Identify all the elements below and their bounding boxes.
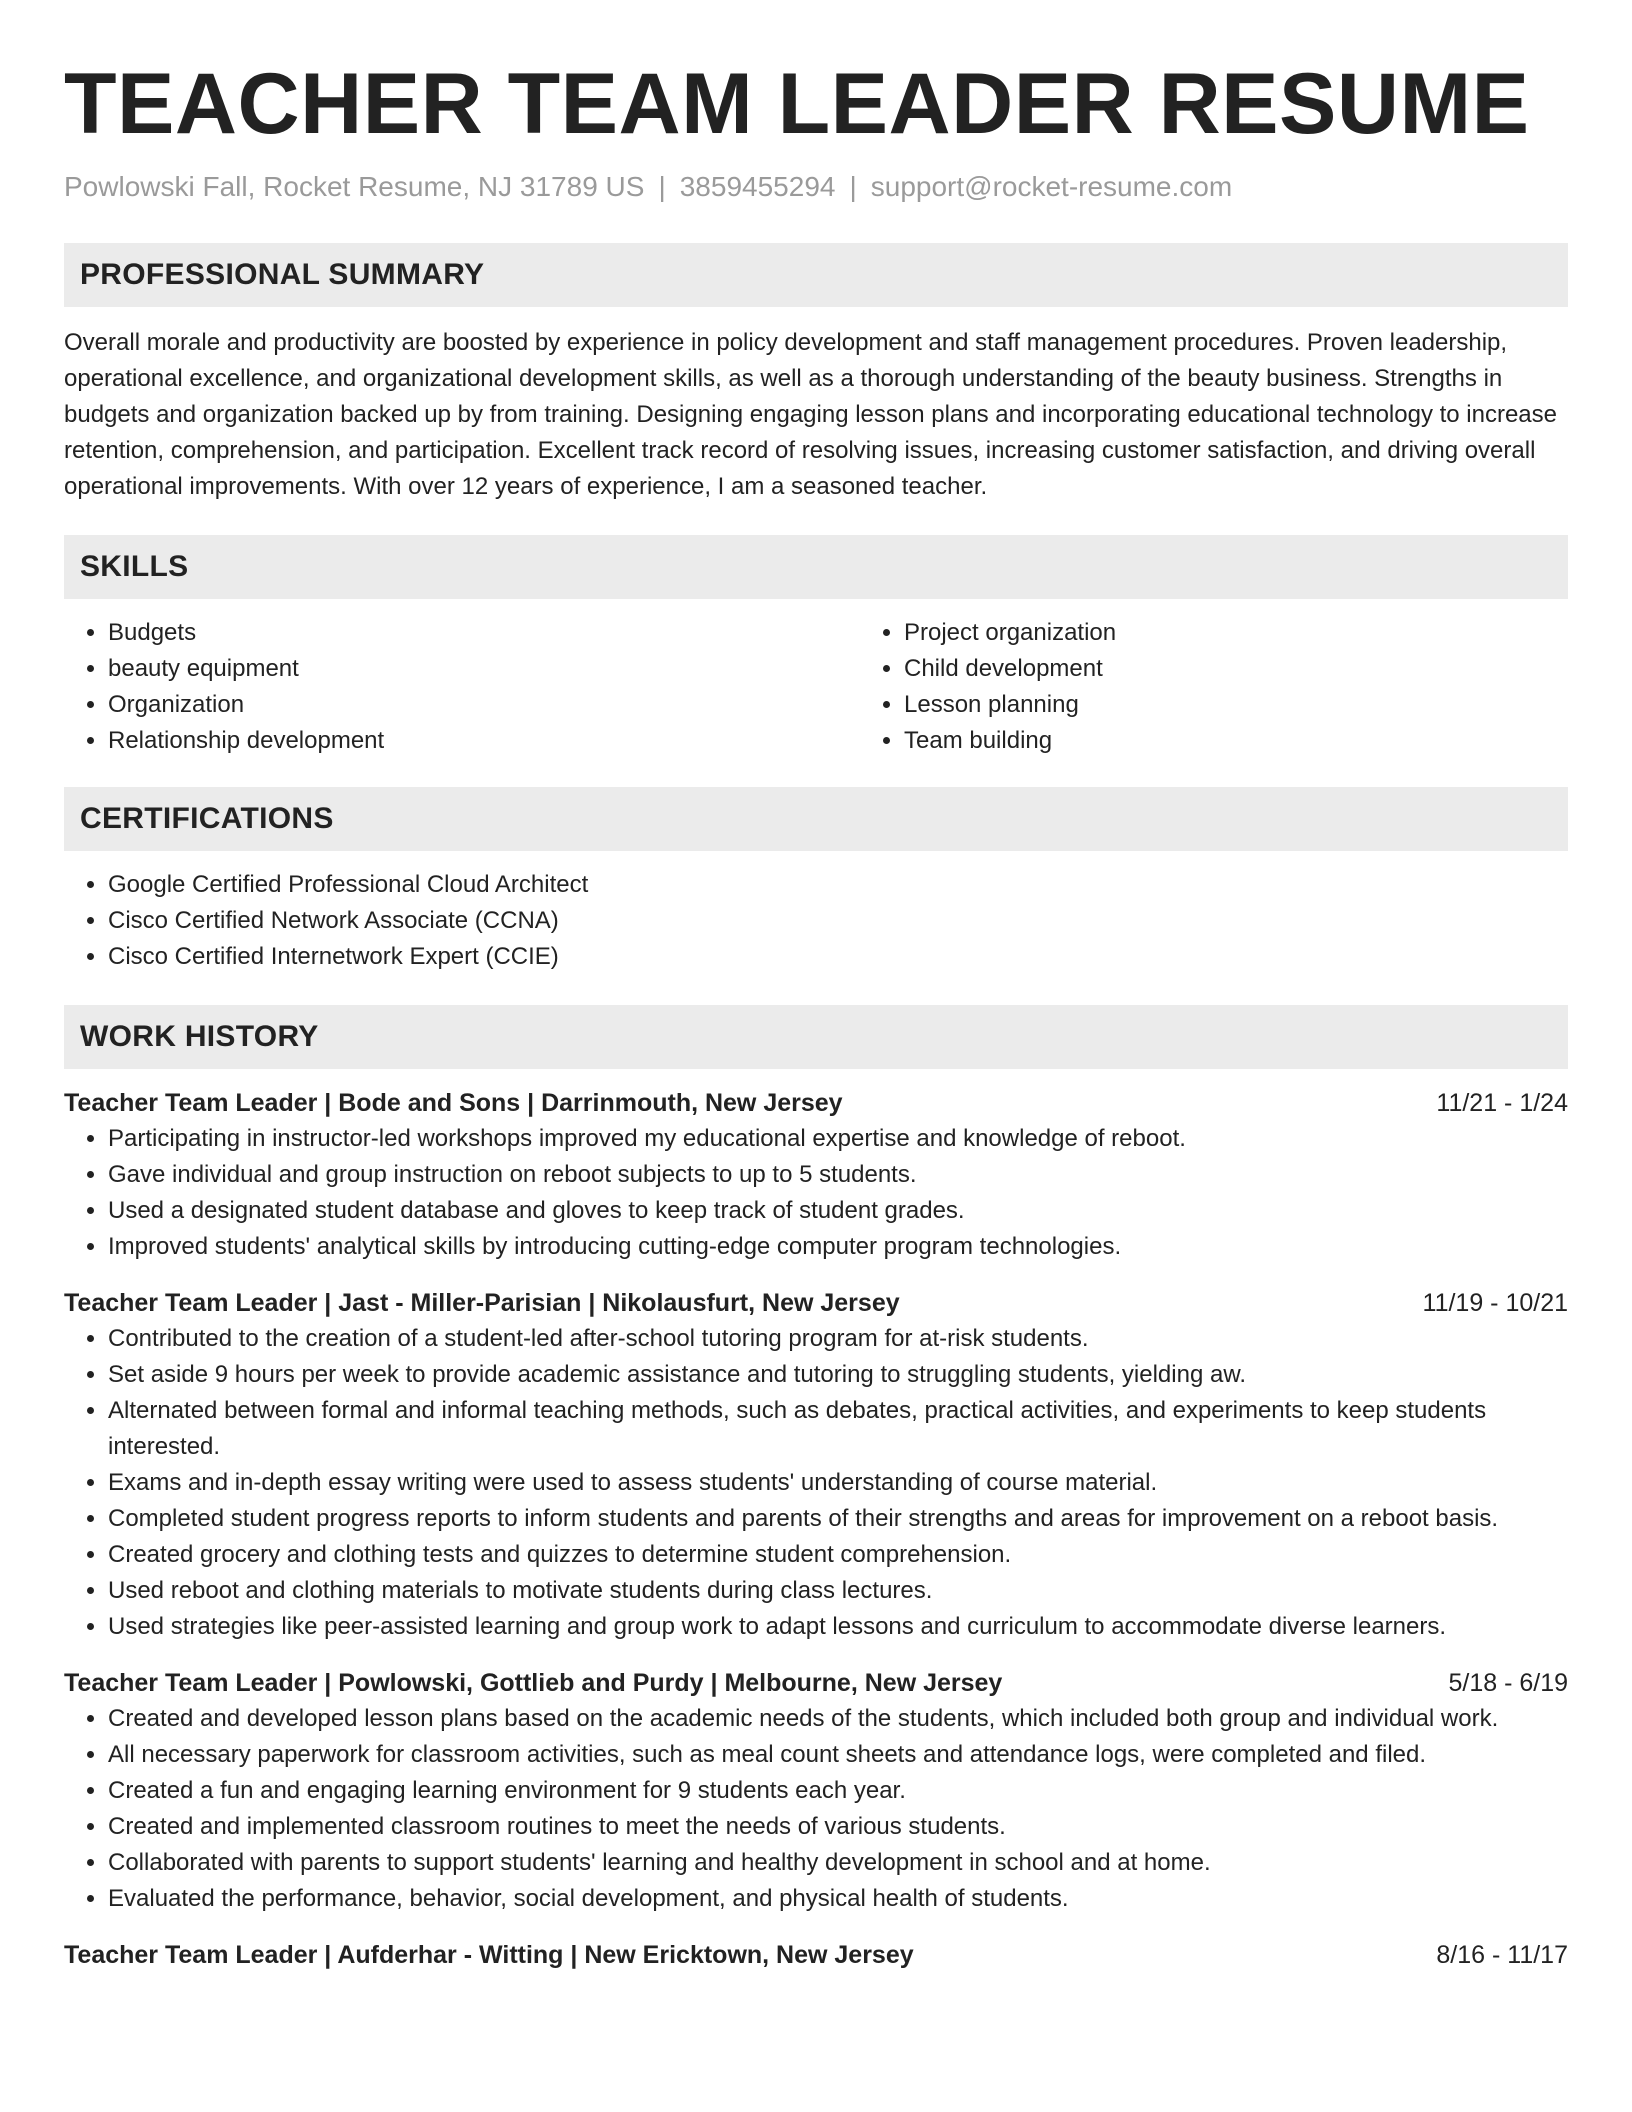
job-bullet: • Evaluated the performance, behavior, social development, and physical health of students. (108, 1881, 1568, 1917)
certification-item: • Cisco Certified Network Associate (CCNA) (108, 903, 1568, 939)
section-heading-summary: PROFESSIONAL SUMMARY (64, 243, 1568, 307)
job-entry (64, 1665, 1568, 1917)
job-bullet: • Contributed to the creation of a student-led after-school tutoring program for at-risk students. (108, 1321, 1568, 1357)
certification-item: • Cisco Certified Internetwork Expert (CCIE) (108, 939, 1568, 975)
job-bullet: • Used strategies like peer-assisted learning and group work to adapt lessons and curriculum to accommodate diverse learners. (108, 1609, 1568, 1645)
skills-list-right (860, 615, 1632, 759)
certifications-list (64, 867, 1568, 975)
job-entry (64, 1285, 1568, 1645)
certification-item: • Google Certified Professional Cloud Architect (108, 867, 1568, 903)
section-heading-certifications: CERTIFICATIONS (64, 787, 1568, 851)
job-bullet: • Created a fun and engaging learning environment for 9 students each year. (108, 1773, 1568, 1809)
contact-email[interactable]: support@rocket-resume.com (870, 171, 1233, 202)
job-bullet: • Set aside 9 hours per week to provide academic assistance and tutoring to struggling students, yielding aw. (108, 1357, 1568, 1393)
job-header (64, 1285, 1568, 1321)
job-entry (64, 1937, 1568, 1973)
job-bullet: • Gave individual and group instruction on reboot subjects to up to 5 students. (108, 1157, 1568, 1193)
job-title: Teacher Team Leader | Jast - Miller-Parisian | Nikolausfurt, New Jersey (64, 1289, 900, 1317)
job-header (64, 1665, 1568, 1701)
job-entry (64, 1085, 1568, 1265)
job-bullets (64, 1321, 1568, 1645)
job-header (64, 1085, 1568, 1121)
job-dates: 11/21 - 1/24 (1436, 1089, 1568, 1117)
contact-separator: | (658, 171, 666, 202)
job-bullet: • Exams and in-depth essay writing were used to assess students' understanding of course material. (108, 1465, 1568, 1501)
section-heading-skills: SKILLS (64, 535, 1568, 599)
job-bullet: • Alternated between formal and informal teaching methods, such as debates, practical activities, and experiments to keep students interested. (108, 1393, 1568, 1465)
job-bullet: • Collaborated with parents to support students' learning and healthy development in school and at home. (108, 1845, 1568, 1881)
job-bullets (64, 1701, 1568, 1917)
section-heading-work-history: WORK HISTORY (64, 1005, 1568, 1069)
summary-text: Overall morale and productivity are boosted by experience in policy development and staff management procedures. Proven leadership, operational excellence, and organizational development skills, as well as a thorough understanding of the beauty business. Strengths in budgets and organization backed up by from training. Designing engaging lesson plans and incorporating educational technology to increase retention, comprehension, and participation. Excellent track record of resolving issues, increasing customer satisfaction, and driving overall operational improvements. With over 12 years of experience, I am a seasoned teacher. (64, 329, 1558, 500)
job-title: Teacher Team Leader | Bode and Sons | Darrinmouth, New Jersey (64, 1089, 843, 1117)
job-dates: 11/19 - 10/21 (1422, 1289, 1568, 1317)
contact-address: Powlowski Fall, Rocket Resume, NJ 31789 US (64, 171, 645, 202)
skill-item: • beauty equipment (108, 651, 860, 687)
skill-item: • Budgets (108, 615, 860, 651)
job-bullet: • Participating in instructor-led workshops improved my educational expertise and knowledge of reboot. (108, 1121, 1568, 1157)
skill-item: • Relationship development (108, 723, 860, 759)
contact-separator: | (849, 171, 857, 202)
skill-item: • Child development (904, 651, 1632, 687)
skill-item: • Lesson planning (904, 687, 1632, 723)
job-bullet: • Used reboot and clothing materials to motivate students during class lectures. (108, 1573, 1568, 1609)
job-dates: 5/18 - 6/19 (1448, 1669, 1568, 1697)
skill-item: • Team building (904, 723, 1632, 759)
job-title: Teacher Team Leader | Powlowski, Gottlieb and Purdy | Melbourne, New Jersey (64, 1669, 1003, 1697)
job-bullet: • All necessary paperwork for classroom activities, such as meal count sheets and attendance logs, were completed and filed. (108, 1737, 1568, 1773)
job-header (64, 1937, 1568, 1973)
job-dates: 8/16 - 11/17 (1436, 1941, 1568, 1969)
job-bullet: • Created grocery and clothing tests and quizzes to determine student comprehension. (108, 1537, 1568, 1573)
skills-list-left (64, 615, 860, 759)
skills-grid (64, 615, 1568, 759)
contact-phone: 3859455294 (679, 171, 836, 202)
job-bullet: • Used a designated student database and gloves to keep track of student grades. (108, 1193, 1568, 1229)
job-bullet: • Created and developed lesson plans based on the academic needs of the students, which included both group and individual work. (108, 1701, 1568, 1737)
job-bullet: • Improved students' analytical skills by introducing cutting-edge computer program technologies. (108, 1229, 1568, 1265)
job-title: Teacher Team Leader | Aufderhar - Witting | New Ericktown, New Jersey (64, 1941, 914, 1969)
job-bullet: • Created and implemented classroom routines to meet the needs of various students. (108, 1809, 1568, 1845)
job-bullet: • Completed student progress reports to inform students and parents of their strengths and areas for improvement on a reboot basis. (108, 1501, 1568, 1537)
skill-item: • Project organization (904, 615, 1632, 651)
contact-line (64, 170, 1568, 204)
job-bullets (64, 1121, 1568, 1265)
skill-item: • Organization (108, 687, 860, 723)
resume-title: TEACHER TEAM LEADER RESUME (64, 56, 1530, 152)
